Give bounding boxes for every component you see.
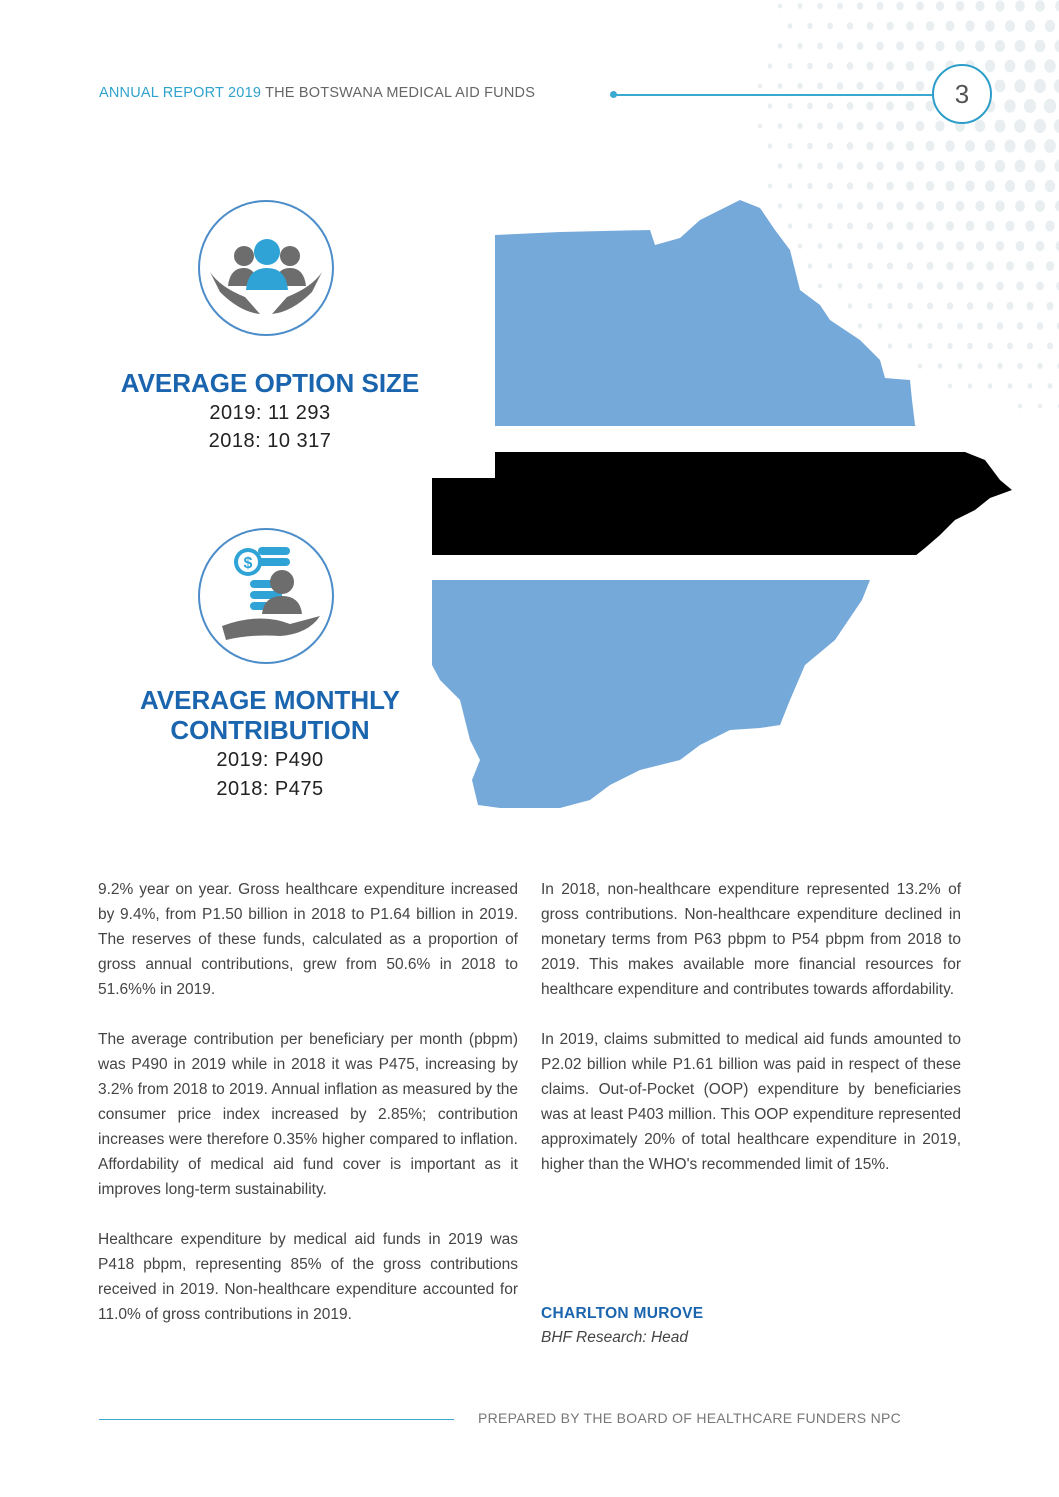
stat-value-2018: 2018: 10 317: [208, 430, 332, 452]
option-size-icon-circle: [198, 200, 334, 336]
stat-title-line1: AVERAGE MONTHLY: [139, 685, 401, 715]
paragraph: In 2018, non-healthcare expenditure represented 13.2% of gross contributions. Non-healthcare expenditure declined in monetary terms from P63 pbpm to P54 pbpm from 2018 to 2019. This makes available more financial resources for healthcare expenditure and contributes towards affordability.: [541, 881, 961, 998]
page-number: 3: [932, 64, 992, 124]
stat-value-2018: 2018: P475: [216, 778, 324, 800]
stat-title-line2: CONTRIBUTION: [170, 715, 370, 745]
svg-text:$: $: [243, 555, 253, 572]
stat-value-2019: 2019: P490: [216, 749, 324, 771]
report-title: THE BOTSWANA MEDICAL AID FUNDS: [265, 85, 536, 101]
report-label: ANNUAL REPORT 2019: [99, 85, 262, 101]
author-name: CHARLTON MUROVE: [541, 1305, 704, 1322]
footer-text: PREPARED BY THE BOARD OF HEALTHCARE FUNDERS NPC: [478, 1410, 902, 1426]
stat-title: AVERAGE OPTION SIZE: [120, 368, 420, 398]
footer-divider: [99, 1419, 454, 1420]
body-column-right: [541, 877, 961, 1202]
stat-value-2019: 2019: 11 293: [209, 402, 331, 424]
paragraph: 9.2% year on year. Gross healthcare expenditure increased by 9.4%, from P1.50 billion in 2018 to P1.64 billion in 2019. The reserves of these funds, calculated as a proportion of gross annual contributions, grew from 50.6% in 2018 to 51.6%% in 2019.: [98, 881, 518, 998]
people-in-hands-icon: [200, 202, 332, 334]
author-role: BHF Research: Head: [541, 1329, 689, 1346]
paragraph: Healthcare expenditure by medical aid funds in 2019 was P418 pbpm, representing 85% of the gross contributions received in 2019. Non-healthcare expenditure accounted for 11.0% of gross contributions in 2019.: [98, 1231, 518, 1323]
paragraph: The average contribution per beneficiary per month (pbpm) was P490 in 2019 while in 2018 it was P475, increasing by 3.2% from 2018 to 2019. Annual inflation as measured by the consumer price index increased by 2.85%; contribution increases were therefore 0.35% higher compared to inflation. Affordability of medical aid fund cover is important as it improves long-term sustainability.: [98, 1031, 518, 1198]
body-column-left: [98, 877, 518, 1352]
paragraph: In 2019, claims submitted to medical aid funds amounted to P2.02 billion while P1.61 billion was paid in respect of these claims. Out-of-Pocket (OOP) expenditure by beneficiaries was at least P403 million. This OOP expenditure represented approximately 20% of total healthcare expenditure in 2019, higher than the WHO's recommended limit of 15%.: [541, 1031, 961, 1173]
contribution-icon-circle: [198, 528, 334, 664]
money-person-hand-icon: [200, 530, 332, 662]
